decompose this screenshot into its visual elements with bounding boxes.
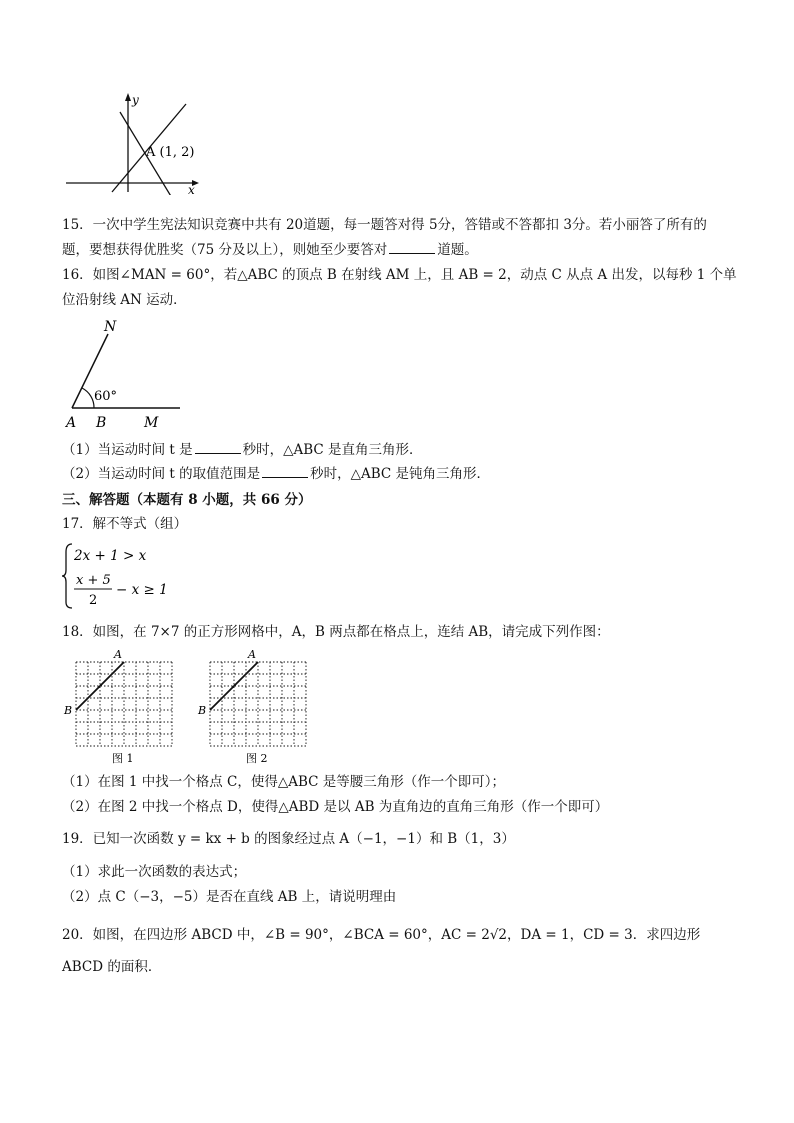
q18-intro: 18．如图，在 7×7 的正方形网格中，A，B 两点都在格点上，连结 AB，请完成下列作图： (62, 624, 610, 640)
q16-sub2-blank[interactable] (262, 464, 308, 478)
inequality-1: 2x + 1 > x (74, 548, 147, 564)
q16-sub1-post: 秒时，△ABC 是直角三角形． (242, 442, 423, 458)
q16-sub1-pre: （1）当运动时间 t 是 (62, 442, 193, 458)
grid-lines (210, 662, 306, 746)
label-a: A (114, 648, 122, 661)
label-b: B (96, 415, 107, 431)
q15-line1: 15．一次中学生宪法知识竞赛中共有 20道题，每一题答对得 5分，答错或不答都扣 3分。若小丽答了所有的 (62, 217, 707, 233)
inequality-2-numerator: x + 5 (76, 573, 111, 588)
q19-sub2: （2）点 C（−3，−5）是否在直线 AB 上，请说明理由 (62, 889, 397, 905)
label-a: A (248, 648, 256, 661)
angle-label: 60° (94, 389, 118, 404)
grid-lines (76, 662, 172, 746)
left-brace-icon (62, 544, 72, 608)
inequality-2-rest: − x ≥ 1 (116, 582, 168, 598)
q15-answer-blank[interactable] (389, 240, 435, 254)
q15-line2-post: 道题。 (437, 242, 478, 258)
q16-sub2-pre: （2）当运动时间 t 的取值范围是 (62, 466, 261, 482)
q18-sub1: （1）在图 1 中找一个格点 C，使得△ABC 是等腰三角形（作一个即可）； (62, 774, 506, 790)
label-b: B (198, 704, 207, 717)
grid-figure-1 (62, 648, 182, 766)
label-b: B (64, 704, 73, 717)
q15-line2 (62, 240, 478, 260)
q15-line2-pre: 题，要想获得优胜奖（75 分及以上），则她至少要答对 (62, 242, 388, 258)
q20-line1: 20．如图，在四边形 ABCD 中，∠B = 90°，∠BCA = 60°，AC = 2√2，DA = 1，CD = 3．求四边形 (62, 927, 701, 943)
q16-line1: 16．如图∠MAN = 60°，若△ABC 的顶点 B 在射线 AM 上，且 AB = 2，动点 C 从点 A 出发，以每秒 1 个单 (62, 267, 737, 283)
q20-line2: ABCD 的面积． (62, 959, 162, 975)
section3-title: 三、解答题（本题有 8 小题，共 66 分） (62, 492, 312, 508)
angle-figure (62, 316, 192, 434)
point-a-label: A (1, 2) (146, 145, 195, 160)
y-axis-arrow-icon (125, 93, 131, 101)
q18-sub2: （2）在图 2 中找一个格点 D，使得△ABD 是以 AB 为直角边的直角三角形（作一个即可） (62, 799, 609, 815)
q17-title: 17．解不等式（组） (62, 516, 188, 532)
x-axis-label: x (188, 183, 195, 195)
q16-sub2 (62, 464, 490, 484)
label-m: M (144, 415, 159, 431)
inequality-system (60, 540, 200, 612)
q16-sub1-blank[interactable] (195, 440, 241, 454)
q16-sub2-post: 秒时，△ABC 是钝角三角形． (310, 466, 491, 482)
inequality-2-denominator: 2 (89, 593, 98, 608)
angle-arc (82, 388, 94, 408)
q16-line2: 位沿射线 AN 运动． (62, 292, 187, 308)
q16-sub1 (62, 440, 423, 460)
grid-figure-2 (196, 648, 316, 766)
q19-intro: 19．已知一次函数 y = kx + b 的图象经过点 A（−1，−1）和 B（1，3） (62, 831, 515, 847)
caption: 图 2 (246, 752, 268, 765)
coordinate-figure (62, 90, 212, 195)
caption: 图 1 (112, 752, 134, 765)
label-a: A (66, 415, 77, 431)
label-n: N (104, 319, 117, 335)
y-axis-label: y (132, 93, 139, 107)
q19-sub1: （1）求此一次函数的表达式； (62, 864, 247, 880)
